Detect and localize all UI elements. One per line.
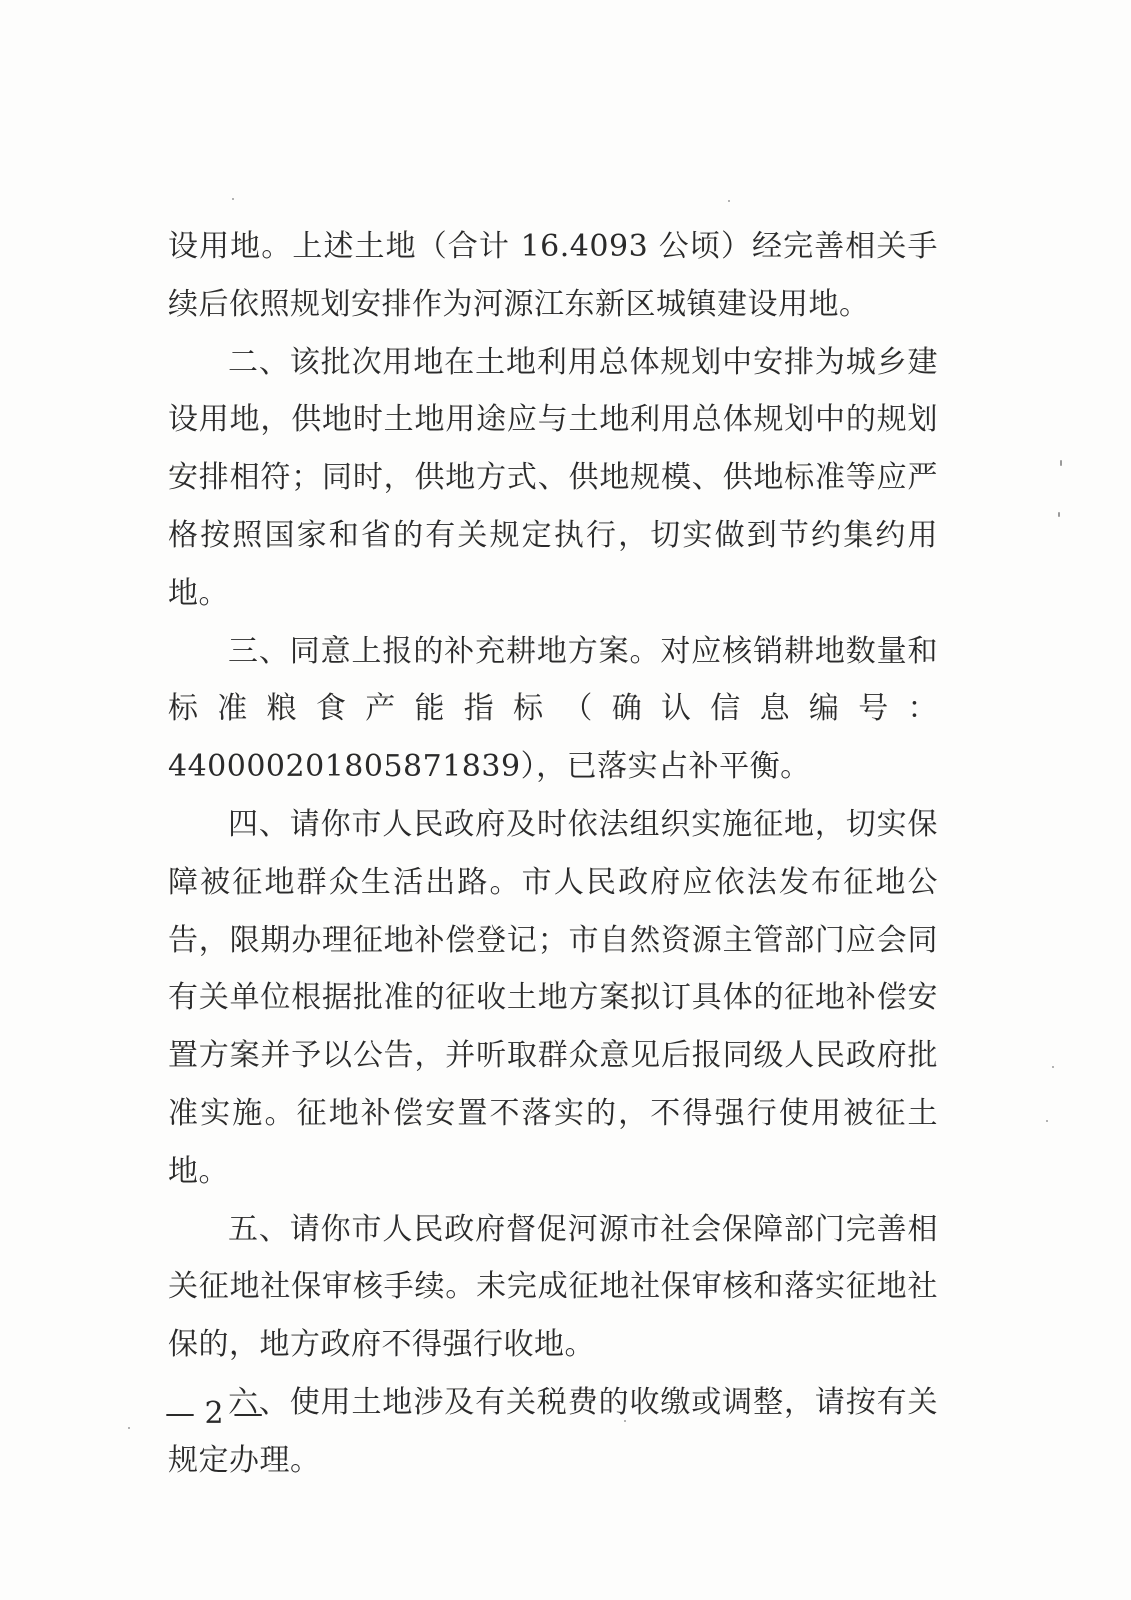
paragraph-item-5: 五、请你市人民政府督促河源市社会保障部门完善相关征地社保审核手续。未完成征地社保审核和落实征地社保的，地方政府不得强行收地。 — [168, 1211, 938, 1363]
scan-speck — [1058, 512, 1060, 517]
document-body — [168, 218, 938, 1490]
paragraph-item-4: 四、请你市人民政府及时依法组织实施征地，切实保障被征地群众生活出路。市人民政府应依法发布征地公告，限期办理征地补偿登记；市自然资源主管部门应会同有关单位根据批准的征收土地方案拟订具体的征地补偿安置方案并予以公告，并听取群众意见后报同级人民政府批准实施。征地补偿安置不落实的，不得强行使用被征土地。 — [168, 806, 938, 1189]
scan-speck — [232, 198, 234, 200]
scan-speck — [128, 1427, 130, 1429]
paragraph-item-2: 二、该批次用地在土地利用总体规划中安排为城乡建设用地，供地时土地用途应与土地利用总体规划中的规划安排相符；同时，供地方式、供地规模、供地标准等应严格按照国家和省的有关规定执行，切实做到节约集约用地。 — [168, 344, 938, 611]
paragraph-continuation: 设用地。上述土地（合计 16.4093 公顷）经完善相关手续后依照规划安排作为河源江东新区城镇建设用地。 — [168, 229, 938, 322]
page-number: — 2 — — [165, 1396, 264, 1431]
scan-speck — [1046, 1120, 1048, 1122]
scan-speck — [728, 200, 730, 202]
scan-speck — [1060, 460, 1062, 466]
paragraph-item-3: 三、同意上报的补充耕地方案。对应核销耕地数量和标准粮食产能指标（确认信息编号：440000201805871839），已落实占补平衡。 — [168, 633, 938, 785]
paragraph-item-6: 六、使用土地涉及有关税费的收缴或调整，请按有关规定办理。 — [168, 1384, 938, 1478]
scan-speck — [1052, 1066, 1054, 1068]
